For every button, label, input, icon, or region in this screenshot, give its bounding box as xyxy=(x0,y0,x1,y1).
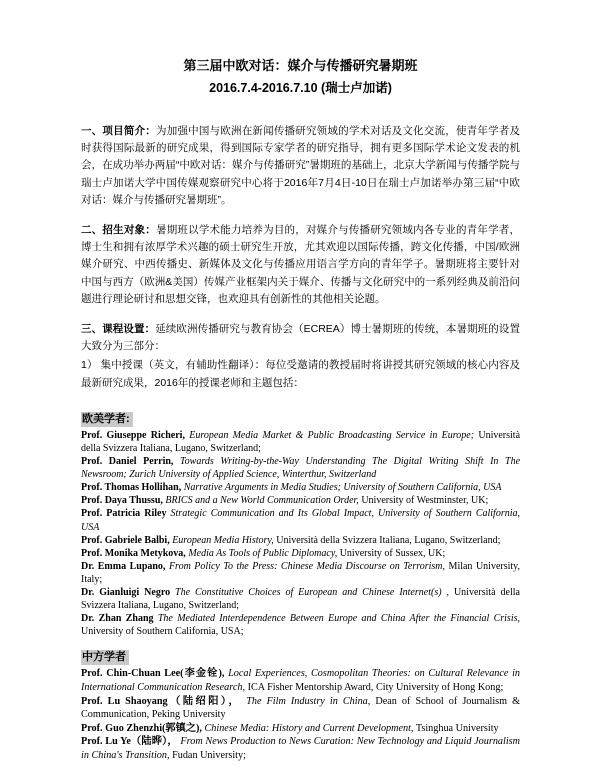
course-item-number: 1） xyxy=(81,359,98,372)
prof-topic: From Policy To the Press: Chinese Media Discourse on Terrorism, xyxy=(168,560,446,572)
prof-entry-hollihan xyxy=(81,481,520,494)
prof-name: Prof. Thomas Hollihan, xyxy=(81,482,182,494)
prof-affiliation: Università della Svizzera Italiana, Lugano, Switzerland; xyxy=(81,586,520,612)
section-curriculum-label: 三、课程设置： xyxy=(81,323,156,336)
prof-affiliation: University of Sussex, UK; xyxy=(339,547,446,559)
prof-topic: Narrative Arguments in Media Studies; University of Southern California, USA xyxy=(183,482,502,494)
group-heading-western-scholars: 欧美学者: xyxy=(81,412,133,427)
prof-topic: Towards Writing-by-the-Way Understanding The Digital Writing Shift In The Newsroom; Zurich University of Applied Science, Winterthur, Switzerland xyxy=(81,456,521,481)
prof-entry-negro xyxy=(81,586,520,612)
prof-name: Prof. Giuseppe Richeri, xyxy=(81,429,185,441)
prof-topic: The Film Industry in China, xyxy=(246,695,371,707)
prof-entry-lu-shaoyang xyxy=(81,695,520,722)
prof-entry-balbi xyxy=(81,534,520,547)
prof-name: Prof. Daya Thussu, xyxy=(81,495,163,507)
prof-topic: European Media History, xyxy=(172,534,274,546)
prof-topic: The Constitutive Choices of European and Chinese Internet(s) , xyxy=(175,586,449,598)
prof-name: Prof. Monika Metykova, xyxy=(81,547,186,559)
prof-name: Prof. Lu Ye（陆晔）， xyxy=(81,736,178,748)
section-intro xyxy=(81,123,520,209)
doc-title: 第三届中欧对话：媒介与传播研究暑期班 xyxy=(183,58,418,73)
spacer xyxy=(81,638,520,647)
prof-name: Prof. Daniel Perrin, xyxy=(81,456,174,468)
prof-topic: Local Experiences, Cosmopolitan Theories: on Cultural Relevance in International Communication Research, xyxy=(81,668,521,693)
prof-affiliation: Milan University, Italy; xyxy=(81,560,521,585)
prof-name: Prof. Guo Zhenzhi(郭镇之), xyxy=(81,722,202,734)
prof-topic: BRICS and a New World Communication Order, xyxy=(165,495,359,507)
prof-entry-perrin xyxy=(81,455,520,481)
prof-name: Dr. Gianluigi Negro xyxy=(81,586,171,598)
prof-topic: European Media Market & Public Broadcasting Service in Europe; xyxy=(189,429,475,441)
prof-name: Prof. Lu Shaoyang（陆绍阳）， xyxy=(81,695,242,707)
prof-affiliation: Università della Svizzera Italiana, Lugano, Switzerland; xyxy=(276,534,501,546)
prof-entry-lu-ye xyxy=(81,735,520,762)
prof-entry-lupano xyxy=(81,560,520,586)
section-intro-label: 一、项目简介： xyxy=(81,125,156,137)
prof-affiliation: University of Westminster, UK; xyxy=(361,495,489,507)
prof-affiliation: Fudan University; xyxy=(172,749,246,761)
chinese-scholars-list xyxy=(81,667,520,762)
prof-entry-zhang xyxy=(81,612,520,638)
section-curriculum-body: 延续欧洲传播研究与教育协会（ECREA）博士暑期班的传统，本暑期班的设置大致分为三部分： xyxy=(81,323,520,353)
doc-subtitle: 2016.7.4-2016.7.10 (瑞士卢加诺) xyxy=(209,81,392,95)
prof-entry-metykova xyxy=(81,547,520,560)
prof-entry-richeri xyxy=(81,429,520,455)
prof-topic: Chinese Media: History and Current Development, xyxy=(204,722,414,734)
section-intro-body: 为加强中国与欧洲在新闻传播研究领域的学术对话及文化交流，使青年学者及时获得国际最新的研究成果，得到国际专家学者的研究指导，拥有更多国际学术论文发表的机会，在成功举办两届“中欧对话：媒介与传播研究”暑期班的基础上，北京大学新闻与传播学院与瑞士卢加诺大学中国传媒观察研究中心将于2016年7月4日-10日在瑞士卢加诺举办第三届“中欧对话：媒介与传播研究暑期班”。 xyxy=(81,125,521,206)
prof-affiliation: Dean of School of Journalism & Communication, Peking University xyxy=(81,695,521,721)
prof-affiliation: ICA Fisher Mentorship Award, City University of Hong Kong; xyxy=(247,681,504,693)
section-audience-body: 暑期班以学术能力培养为目的，对媒介与传播研究领域内各专业的青年学者，博士生和拥有浓厚学术兴趣的硕士研究生开放，尤其欢迎以国际传播，跨文化传播，中国/欧洲媒介研究、中西传播史、新媒体及文化与传播应用语言学方向的青年学子。暑期班将主要针对中国与西方（欧洲&美国）传媒产业框架内关于媒介、传播与文化研究中的一系列经典及前沿问题进行理论研讨和思想交锋，也欢迎具有创新性的其他相关论题。 xyxy=(81,224,521,305)
section-audience-label: 二、招生对象： xyxy=(81,224,156,237)
prof-name: Dr. Emma Lupano, xyxy=(81,560,166,572)
section-audience xyxy=(81,222,520,308)
prof-name: Prof. Patricia Riley xyxy=(81,508,167,520)
prof-affiliation: Tsinghua University xyxy=(415,722,499,734)
spacer xyxy=(81,392,520,409)
prof-affiliation: Università della Svizzera Italiana, Lugano, Switzerland; xyxy=(81,429,521,454)
prof-topic: From News Production to News Curation: New Technology and Liquid Journalism in China's Transition, xyxy=(81,736,520,761)
prof-name: Dr. Zhan Zhang xyxy=(81,613,154,625)
course-item-text: 集中授课（英文，有辅助性翻译）：每位受邀请的教授届时将讲授其研究领域的核心内容及最新研究成果，2016年的授课老师和主题包括： xyxy=(81,359,521,389)
prof-affiliation: University of Southern California, USA; xyxy=(81,626,244,638)
prof-entry-thussu xyxy=(81,494,520,507)
western-scholars-list xyxy=(81,429,520,639)
section-curriculum xyxy=(81,321,520,355)
group-heading-chinese-scholars: 中方学者 xyxy=(81,650,129,665)
prof-entry-lee xyxy=(81,667,520,694)
prof-entry-riley xyxy=(81,507,520,533)
prof-topic: Media As Tools of Public Diplomacy, xyxy=(188,547,338,559)
prof-topic: Strategic Communication and Its Global Impact, University of Southern California, USA xyxy=(81,508,520,533)
course-item-1 xyxy=(81,357,520,391)
prof-name: Prof. Gabriele Balbi, xyxy=(81,534,170,546)
prof-name: Prof. Chin-Chuan Lee(李金铨), xyxy=(81,668,225,680)
prof-topic: The Mediated Interdependence Between Europe and China After the Financial Crisis, xyxy=(157,613,520,625)
prof-entry-guo xyxy=(81,722,520,736)
